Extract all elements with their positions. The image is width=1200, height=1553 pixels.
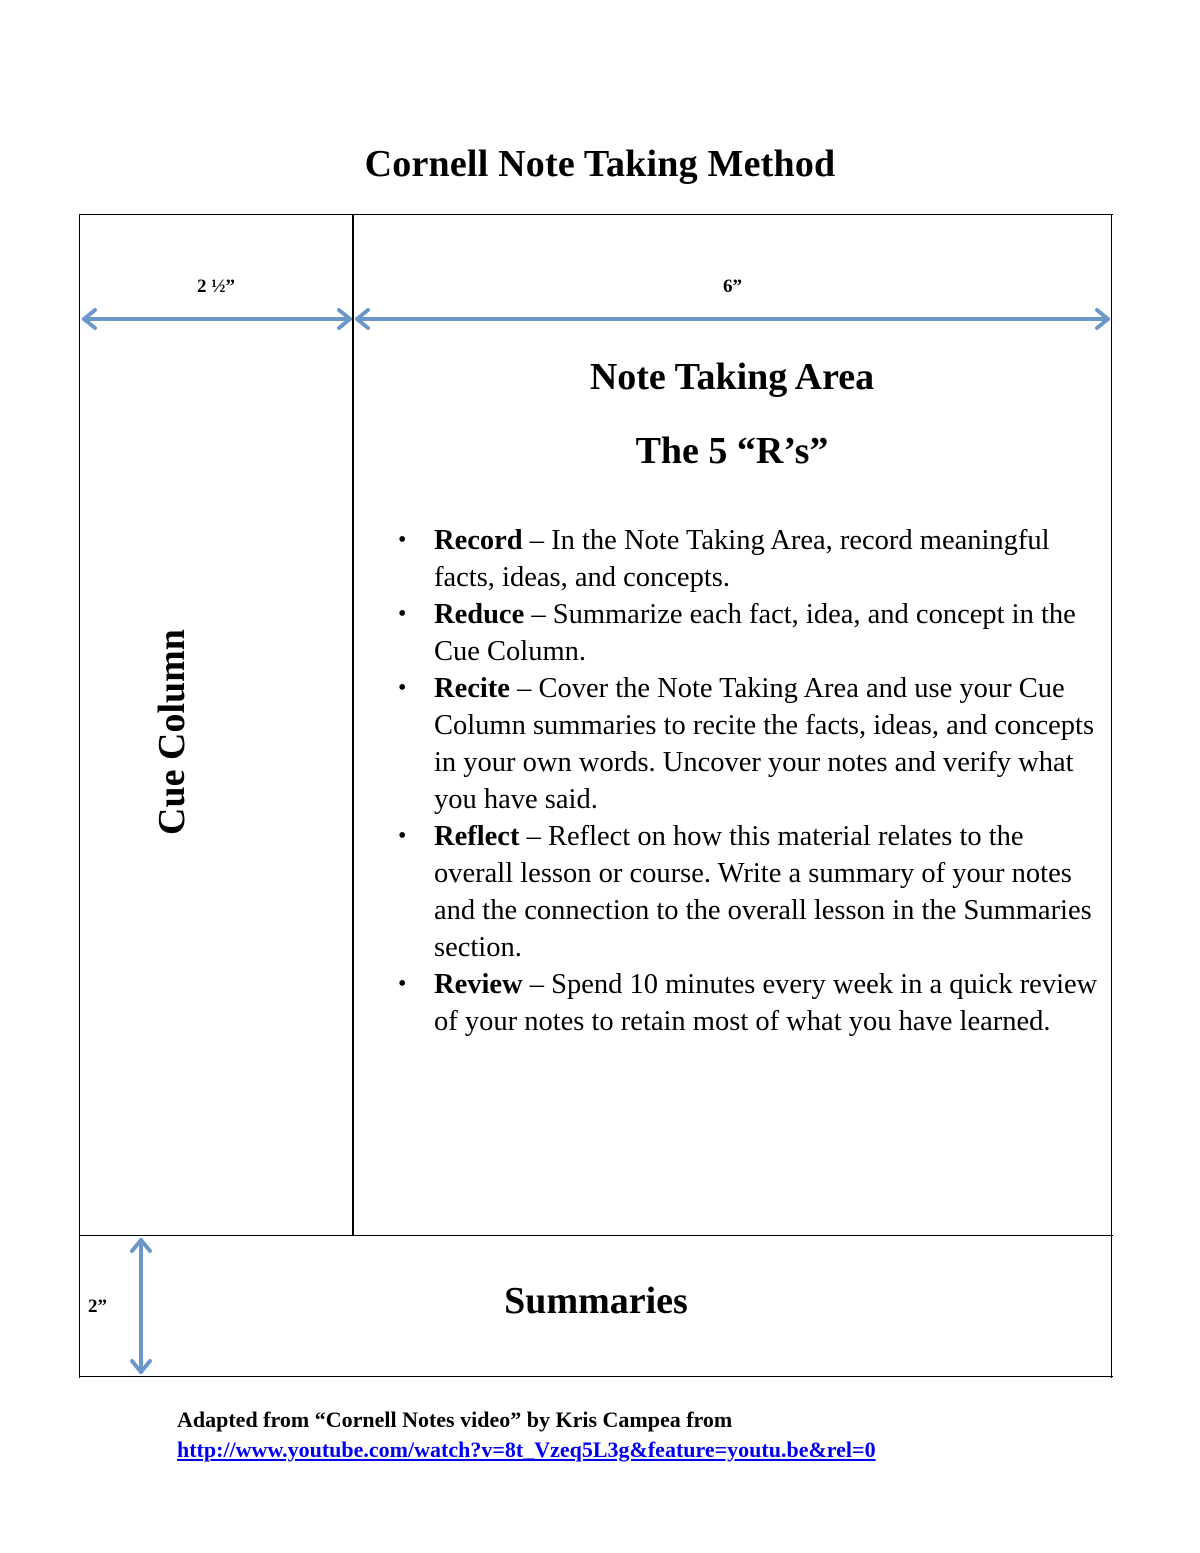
bullet-icon: • xyxy=(398,675,407,701)
bullet-icon: • xyxy=(398,971,407,997)
list-item-reduce xyxy=(398,596,1100,670)
term-reduce: Reduce xyxy=(434,599,525,630)
box-left-border xyxy=(79,214,80,1378)
list-item-recite xyxy=(398,670,1100,818)
five-rs-list xyxy=(398,522,1100,1040)
term-reflect: Reflect xyxy=(434,821,520,852)
notes-width-label: 6” xyxy=(723,276,742,297)
term-review: Review xyxy=(434,969,523,1000)
text-review: – Spend 10 minutes every week in a quick review of your notes to retain most of what you have learned. xyxy=(434,969,1098,1037)
cue-width-label: 2 ½” xyxy=(197,276,235,297)
term-record: Record xyxy=(434,525,523,556)
cue-width-arrow xyxy=(84,310,350,328)
notes-width-arrow xyxy=(357,310,1108,328)
bullet-icon: • xyxy=(398,823,407,849)
footer-credit xyxy=(177,1405,876,1465)
term-recite: Recite xyxy=(434,673,510,704)
list-item-review xyxy=(398,966,1100,1040)
box-right-border xyxy=(1111,214,1112,1378)
text-recite: – Cover the Note Taking Area and use your Cue Column summaries to recite the facts, ideas, and concepts in your own words. Uncover your notes and verify what you have said. xyxy=(434,673,1095,815)
list-item-reflect xyxy=(398,818,1100,966)
cue-column-label: Cue Column xyxy=(151,629,193,835)
credit-text: Adapted from “Cornell Notes video” by Kris Campea from xyxy=(177,1407,733,1432)
list-item-record xyxy=(398,522,1100,596)
summary-height-label: 2” xyxy=(88,1296,107,1317)
box-top-border xyxy=(79,214,1113,215)
summaries-label: Summaries xyxy=(504,1280,688,1322)
summary-divider xyxy=(79,1235,1113,1236)
text-reflect: – Reflect on how this material relates to the overall lesson or course. Write a summary of your notes and the connection to the overall lesson in the Summaries section. xyxy=(434,821,1092,963)
youtube-link[interactable]: http://www.youtube.com/watch?v=8t_Vzeq5L3g&feature=youtu.be&rel=0 xyxy=(177,1437,876,1462)
text-record: – In the Note Taking Area, record meaningful facts, ideas, and concepts. xyxy=(434,525,1050,593)
box-bottom-border xyxy=(79,1376,1113,1377)
text-reduce: – Summarize each fact, idea, and concept in the Cue Column. xyxy=(434,599,1076,667)
five-rs-heading: The 5 “R’s” xyxy=(635,430,829,472)
page-title: Cornell Note Taking Method xyxy=(364,143,836,185)
bullet-icon: • xyxy=(398,527,407,553)
note-area-heading: Note Taking Area xyxy=(589,356,875,398)
bullet-icon: • xyxy=(398,601,407,627)
